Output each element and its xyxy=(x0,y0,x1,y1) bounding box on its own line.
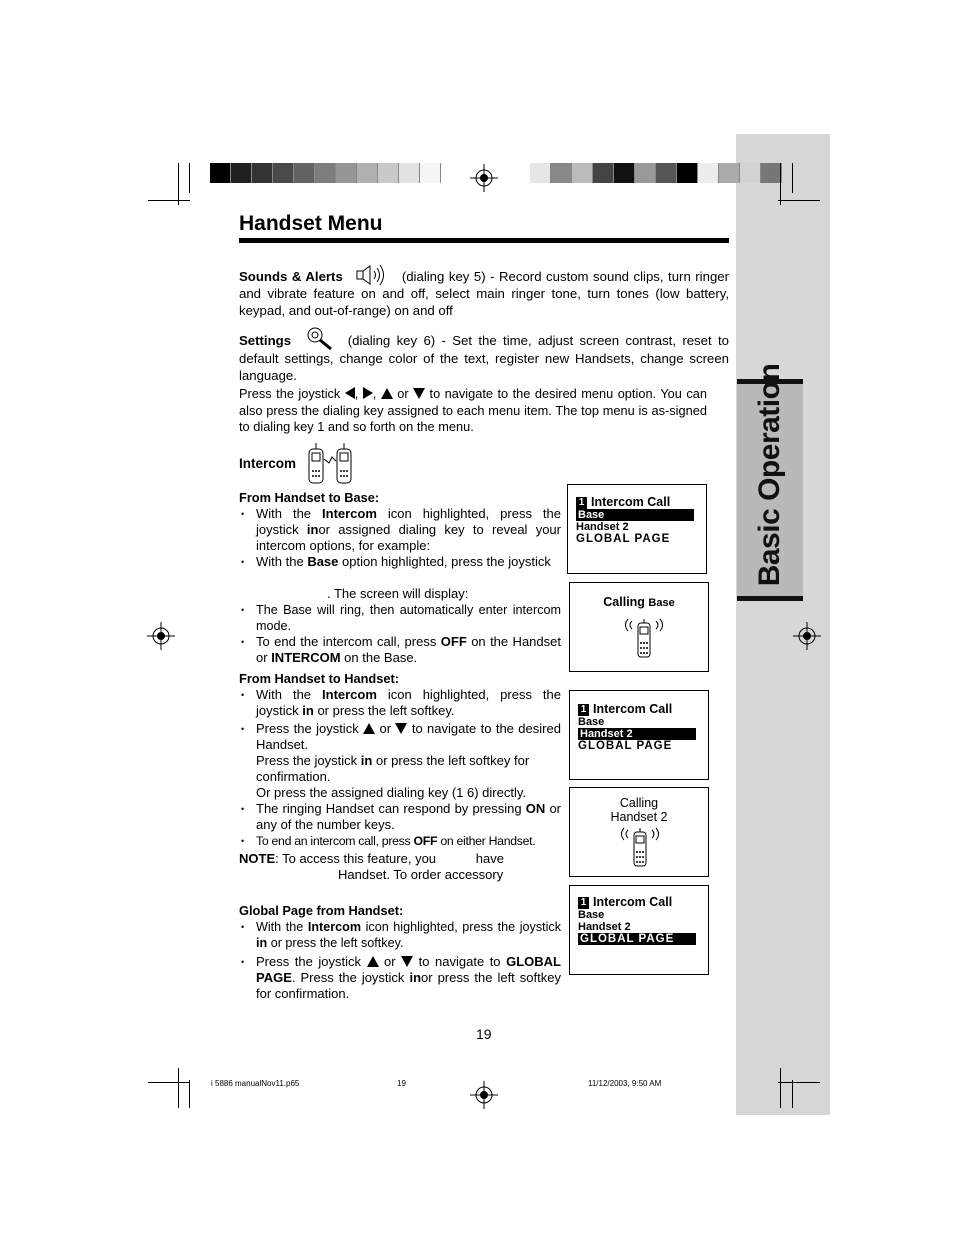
section-global-page xyxy=(239,903,561,1002)
navigate-text-pre: Press the joystick xyxy=(239,386,341,401)
navigate-or: or xyxy=(397,386,409,401)
screen-option-global: GLOBAL PAGE xyxy=(578,933,696,945)
screen-option-handset: Handset 2 xyxy=(578,728,696,740)
title-rule xyxy=(239,238,729,243)
list-item-continuation: Press the joystick in or press the left softkey for confirmation. xyxy=(256,753,530,784)
list-item-continuation: Or press the assigned dialing key (1 6) directly. xyxy=(256,785,526,800)
list-item: • With the Intercom icon highlighted, press the joystick inor assigned dialing key to reveal your intercom options, for example: xyxy=(239,506,561,554)
joystick-right-icon xyxy=(363,387,373,399)
settings-text: (dialing key 6) - Set the time, adjust screen contrast, reset to default settings, change color of the text, register new Handsets, change screen language. xyxy=(239,333,729,383)
screen-title: 1 Intercom Call xyxy=(578,895,672,909)
joystick-up-icon xyxy=(367,956,379,967)
list-item: • To end an intercom call, press OFF on either Handset. xyxy=(239,833,561,849)
crop-mark xyxy=(780,1068,781,1108)
crop-mark xyxy=(148,200,190,201)
list-item: • Press the joystick or to navigate to the desired Handset. xyxy=(239,721,561,753)
section-handset-to-handset xyxy=(239,671,561,883)
settings-label: Settings xyxy=(239,333,292,348)
crop-mark xyxy=(778,200,820,201)
screen-option-base: Base xyxy=(576,509,694,521)
footer-page: 19 xyxy=(397,1079,406,1088)
screen-option-base: Base xyxy=(578,716,605,728)
settings-paragraph xyxy=(239,325,729,384)
joystick-left-icon xyxy=(345,387,355,399)
lcd-screen-calling-base xyxy=(569,582,709,672)
note: NOTE: To access this feature, you have xyxy=(239,851,504,866)
list-item: • With the Base option highlighted, press the joystick xyxy=(239,554,561,570)
crop-mark xyxy=(148,1082,190,1083)
crop-mark xyxy=(178,163,179,205)
color-bar-left xyxy=(210,163,441,183)
footer-date: 11/12/2003, 9:50 AM xyxy=(588,1079,662,1088)
joystick-up-icon xyxy=(381,388,393,399)
crop-mark xyxy=(792,163,793,193)
screen-title: 1 Intercom Call xyxy=(576,495,670,509)
joystick-down-icon xyxy=(413,388,425,399)
list-item: • Press the joystick or to navigate to GLOBAL PAGE. Press the joystick inor press the left softkey for confirmation. xyxy=(239,954,561,1002)
screen-option-handset: Handset 2 xyxy=(578,921,631,933)
intercom-handsets-icon xyxy=(305,441,355,487)
screen-option-global: GLOBAL PAGE xyxy=(576,533,671,545)
joystick-up-icon xyxy=(363,723,375,734)
registration-mark-icon xyxy=(147,622,175,650)
calling-text: Calling Base xyxy=(603,595,675,609)
speaker-icon xyxy=(355,264,389,286)
sounds-text: (dialing key 5) - Record custom sound clips, turn ringer and vibrate feature on and off, select main ringer tone, turn tones (low battery, keypad, and out-of-range) on and off xyxy=(239,269,729,318)
screen-title: 1 Intercom Call xyxy=(578,702,672,716)
section-heading: From Handset to Handset: xyxy=(239,671,399,686)
section-heading: Global Page from Handset: xyxy=(239,903,404,918)
navigate-text-post: to navigate to the desired menu option. You can also press the dialing key assigned to each menu item. The top menu is as-signed to dialing key 1 and so forth on the menu. xyxy=(239,386,707,434)
list-item: • The Base will ring, then automatically enter intercom mode. xyxy=(239,602,561,634)
lcd-screen-menu-global xyxy=(569,885,709,975)
lcd-screen-menu-base xyxy=(567,484,707,574)
note-continuation: Handset. To order accessory xyxy=(338,867,504,882)
screen-option-handset: Handset 2 xyxy=(576,521,629,533)
page-number: 19 xyxy=(476,1026,492,1042)
screen-option-base: Base xyxy=(578,909,605,921)
crop-mark xyxy=(778,1082,820,1083)
registration-mark-icon xyxy=(793,622,821,650)
list-item: • To end the intercom call, press OFF on the Handset or INTERCOM on the Base. xyxy=(239,634,561,666)
navigate-paragraph: Press the joystick , , or to navigate to the desired menu option. You can also press the dialing key assigned to each menu item. The top menu is as-signed to dialing key 1 and so forth on the menu. xyxy=(239,386,707,434)
joystick-down-icon xyxy=(401,956,413,967)
lcd-screen-calling-handset xyxy=(569,787,709,877)
screen-option-global: GLOBAL PAGE xyxy=(578,740,673,752)
crop-mark xyxy=(189,1080,190,1108)
ringing-handset-icon xyxy=(618,826,662,870)
intercom-label: Intercom xyxy=(239,456,297,471)
section-tab-label: Basic Operation xyxy=(753,363,786,587)
ringing-handset-icon xyxy=(622,617,666,661)
section-heading: From Handset to Base: xyxy=(239,490,380,505)
list-item: • The ringing Handset can respond by pressing ON or any of the number keys. xyxy=(239,801,561,833)
sounds-label: Sounds & Alerts xyxy=(239,269,343,284)
list-item: • With the Intercom icon highlighted, press the joystick in or press the left softkey. xyxy=(239,687,561,719)
crop-mark xyxy=(792,1080,793,1108)
list-item: • With the Intercom icon highlighted, press the joystick in or press the left softkey. xyxy=(239,919,561,951)
crop-mark xyxy=(178,1068,179,1108)
lcd-screen-menu-handset xyxy=(569,690,709,780)
calling-text: Calling Handset 2 xyxy=(610,796,668,824)
list-item-continuation: . The screen will display: xyxy=(327,586,469,601)
joystick-down-icon xyxy=(395,723,407,734)
registration-mark-icon xyxy=(470,164,498,192)
sounds-paragraph xyxy=(239,264,729,319)
wrench-settings-icon xyxy=(303,325,335,351)
footer-filename: i 5886 manualNov11.p65 xyxy=(211,1079,300,1088)
crop-mark xyxy=(189,163,190,193)
registration-mark-icon xyxy=(470,1081,498,1109)
color-bar-right xyxy=(530,163,782,183)
section-handset-to-base xyxy=(239,490,561,666)
crop-mark xyxy=(780,163,781,205)
page-title: Handset Menu xyxy=(239,212,383,235)
